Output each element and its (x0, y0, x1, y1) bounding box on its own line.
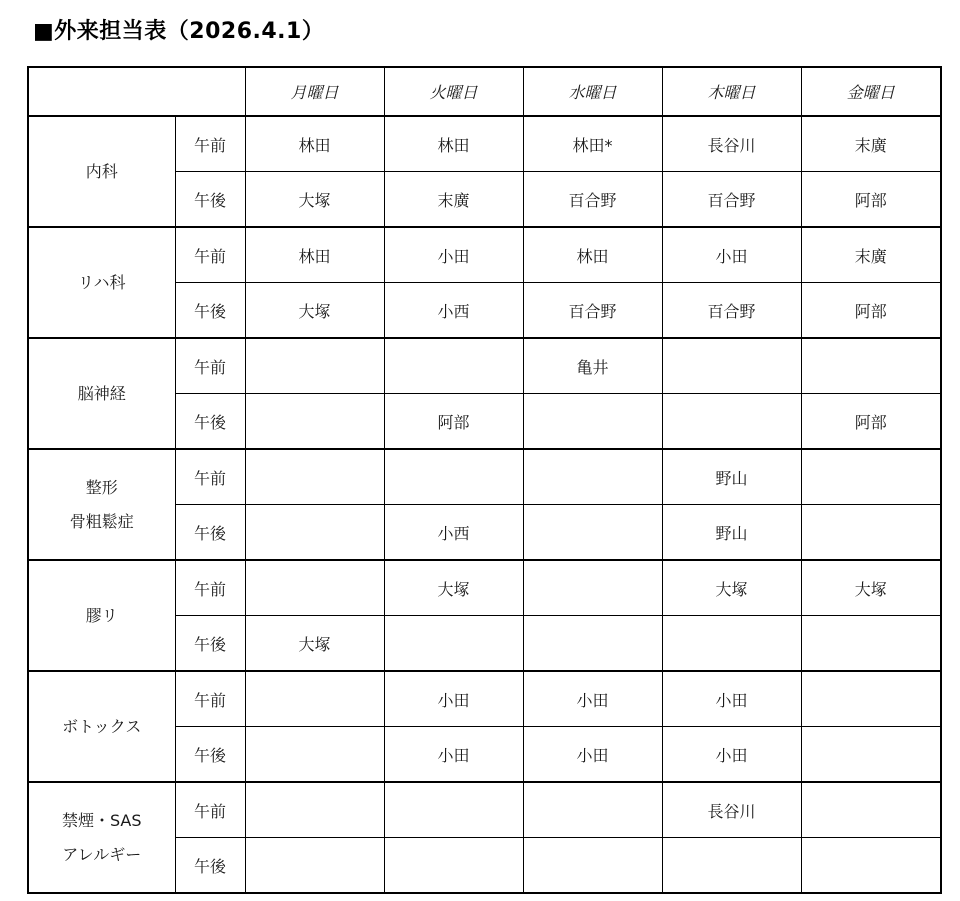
department-cell (28, 449, 175, 560)
doctor-cell-tue: 阿部 (384, 394, 523, 450)
schedule-row (28, 227, 941, 283)
doctor-cell-mon (245, 449, 384, 505)
doctor-cell-tue: 小田 (384, 227, 523, 283)
doctor-cell-tue (384, 616, 523, 672)
session-label: 午前 (175, 671, 245, 727)
schedule-body (28, 116, 941, 893)
session-label: 午後 (175, 394, 245, 450)
doctor-cell-tue: 小西 (384, 283, 523, 339)
schedule-row (28, 449, 941, 505)
doctor-cell-fri (801, 449, 941, 505)
doctor-cell-tue: 大塚 (384, 560, 523, 616)
schedule-row (28, 338, 941, 394)
session-label: 午前 (175, 227, 245, 283)
doctor-cell-thu: 野山 (662, 505, 801, 561)
doctor-cell-mon: 大塚 (245, 172, 384, 228)
doctor-cell-fri: 大塚 (801, 560, 941, 616)
schedule-row (28, 671, 941, 727)
doctor-cell-thu (662, 616, 801, 672)
doctor-cell-wed (523, 560, 662, 616)
day-header-tue: 火曜日 (384, 67, 523, 116)
doctor-cell-fri (801, 782, 941, 838)
doctor-cell-tue: 小田 (384, 671, 523, 727)
doctor-cell-thu: 百合野 (662, 283, 801, 339)
doctor-cell-mon: 大塚 (245, 616, 384, 672)
doctor-cell-tue (384, 449, 523, 505)
doctor-cell-tue (384, 782, 523, 838)
session-label: 午前 (175, 560, 245, 616)
department-cell (28, 338, 175, 449)
session-label: 午後 (175, 283, 245, 339)
doctor-cell-wed: 百合野 (523, 283, 662, 339)
session-label: 午前 (175, 338, 245, 394)
doctor-cell-tue (384, 338, 523, 394)
schedule-row (28, 116, 941, 172)
doctor-cell-wed: 小田 (523, 671, 662, 727)
page-title: ■外来担当表（2026.4.1） (33, 19, 325, 44)
doctor-cell-thu (662, 838, 801, 894)
schedule-row (28, 560, 941, 616)
department-name: ボトックス (62, 716, 142, 736)
doctor-cell-fri: 末廣 (801, 227, 941, 283)
session-label: 午後 (175, 838, 245, 894)
doctor-cell-thu: 小田 (662, 727, 801, 783)
doctor-cell-thu: 長谷川 (662, 782, 801, 838)
doctor-cell-mon (245, 782, 384, 838)
doctor-cell-mon (245, 727, 384, 783)
header-corner-cell (28, 67, 245, 116)
doctor-cell-thu: 野山 (662, 449, 801, 505)
doctor-cell-mon: 林田 (245, 227, 384, 283)
doctor-cell-fri: 阿部 (801, 394, 941, 450)
doctor-cell-fri (801, 727, 941, 783)
doctor-cell-mon (245, 560, 384, 616)
doctor-cell-wed (523, 394, 662, 450)
doctor-cell-wed: 小田 (523, 727, 662, 783)
doctor-cell-wed: 百合野 (523, 172, 662, 228)
department-cell (28, 227, 175, 338)
doctor-cell-fri (801, 671, 941, 727)
doctor-cell-mon: 大塚 (245, 283, 384, 339)
doctor-cell-wed (523, 505, 662, 561)
doctor-cell-mon (245, 505, 384, 561)
doctor-cell-tue: 末廣 (384, 172, 523, 228)
doctor-cell-thu (662, 394, 801, 450)
day-header-mon: 月曜日 (245, 67, 384, 116)
day-header-fri: 金曜日 (801, 67, 941, 116)
doctor-cell-thu (662, 338, 801, 394)
doctor-cell-wed: 林田 (523, 227, 662, 283)
doctor-cell-tue: 小田 (384, 727, 523, 783)
doctor-cell-fri (801, 505, 941, 561)
session-label: 午後 (175, 172, 245, 228)
doctor-cell-thu: 百合野 (662, 172, 801, 228)
session-label: 午後 (175, 616, 245, 672)
schedule-row (28, 782, 941, 838)
doctor-cell-wed: 林田* (523, 116, 662, 172)
doctor-cell-fri (801, 338, 941, 394)
doctor-cell-fri: 末廣 (801, 116, 941, 172)
doctor-cell-mon: 林田 (245, 116, 384, 172)
doctor-cell-wed (523, 449, 662, 505)
doctor-cell-fri (801, 838, 941, 894)
doctor-cell-thu: 小田 (662, 671, 801, 727)
doctor-cell-tue (384, 838, 523, 894)
doctor-cell-wed (523, 838, 662, 894)
session-label: 午前 (175, 782, 245, 838)
doctor-cell-mon (245, 338, 384, 394)
doctor-cell-fri (801, 616, 941, 672)
doctor-cell-tue: 林田 (384, 116, 523, 172)
doctor-cell-thu: 長谷川 (662, 116, 801, 172)
department-cell (28, 782, 175, 893)
doctor-cell-mon (245, 394, 384, 450)
day-header-thu: 木曜日 (662, 67, 801, 116)
department-name: リハ科 (77, 272, 126, 292)
doctor-cell-wed (523, 616, 662, 672)
doctor-cell-mon (245, 838, 384, 894)
doctor-cell-mon (245, 671, 384, 727)
session-label: 午後 (175, 505, 245, 561)
session-label: 午前 (175, 449, 245, 505)
department-name: 内科 (85, 161, 118, 181)
header-row (28, 67, 941, 116)
department-cell (28, 560, 175, 671)
department-cell (28, 116, 175, 227)
doctor-cell-thu: 大塚 (662, 560, 801, 616)
doctor-cell-wed: 亀井 (523, 338, 662, 394)
doctor-cell-fri: 阿部 (801, 172, 941, 228)
doctor-cell-thu: 小田 (662, 227, 801, 283)
outpatient-schedule-table (27, 66, 942, 894)
department-cell (28, 671, 175, 782)
department-name: アレルギー (62, 844, 142, 864)
department-name: 骨粗鬆症 (69, 511, 134, 531)
department-name: 脳神経 (77, 383, 126, 403)
department-name: 膠リ (85, 605, 118, 625)
department-name: 禁煙・SAS (61, 810, 142, 830)
doctor-cell-tue: 小西 (384, 505, 523, 561)
session-label: 午前 (175, 116, 245, 172)
doctor-cell-wed (523, 782, 662, 838)
doctor-cell-fri: 阿部 (801, 283, 941, 339)
department-name: 整形 (85, 477, 118, 497)
day-header-wed: 水曜日 (523, 67, 662, 116)
session-label: 午後 (175, 727, 245, 783)
